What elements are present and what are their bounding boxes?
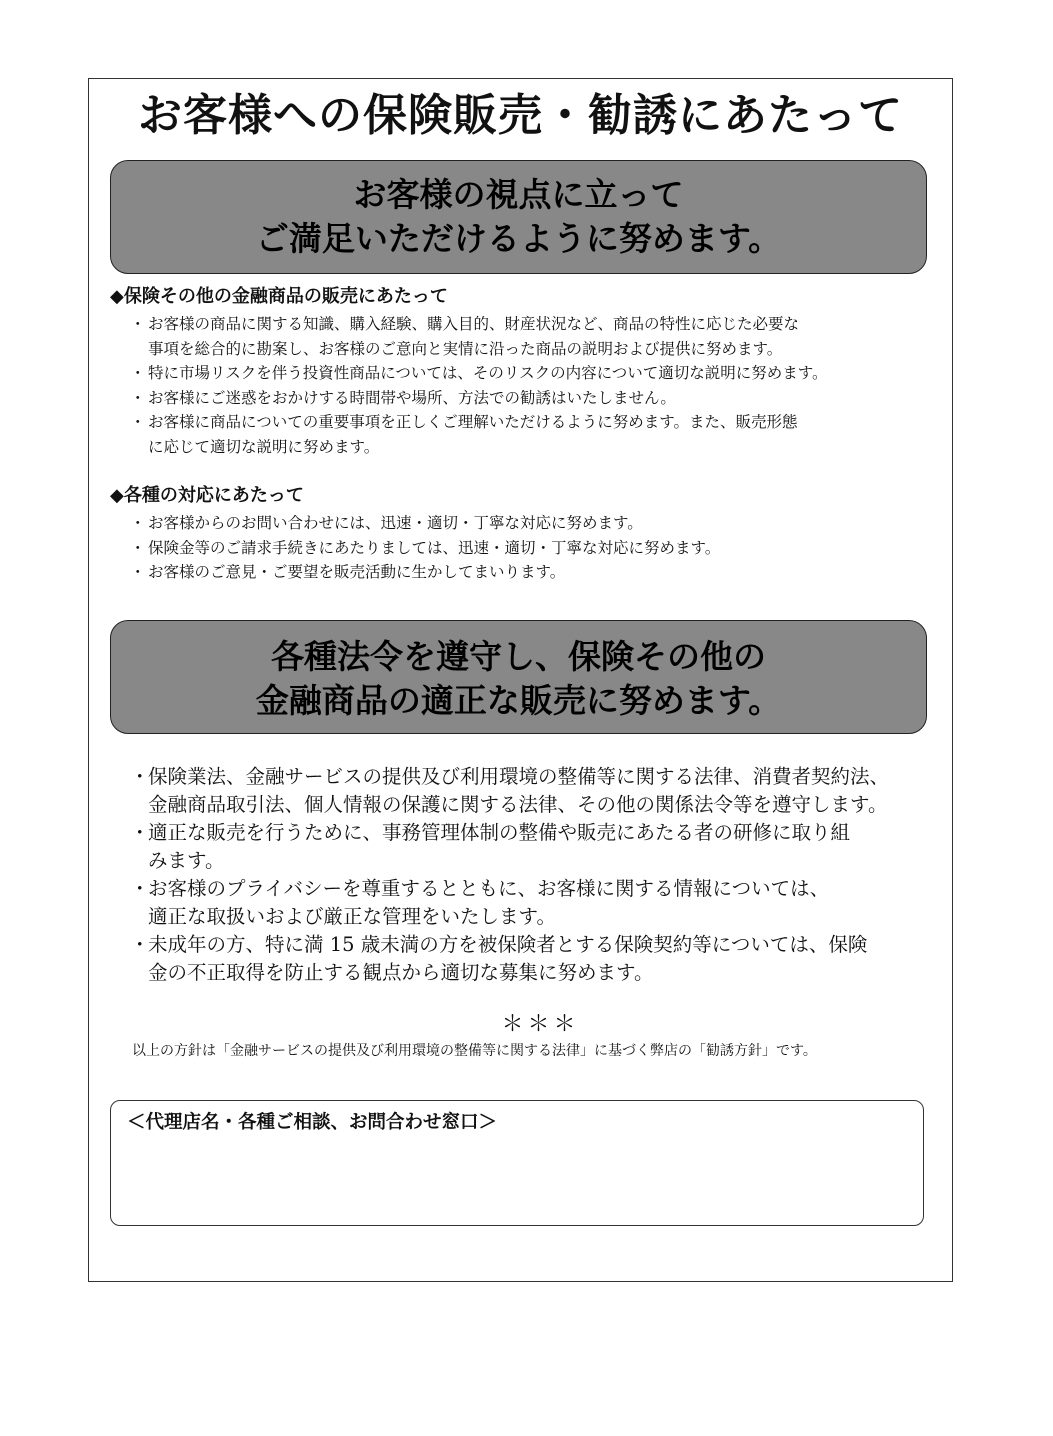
separator-stars: ＊＊＊ <box>501 1012 580 1037</box>
bullet-mark: ・ <box>130 538 146 557</box>
contact-box-label: ＜代理店名・各種ご相談、お問合わせ窓口＞ <box>127 1112 498 1133</box>
list-item <box>130 819 945 875</box>
bullet-mark: ・ <box>130 315 146 333</box>
list-item <box>130 410 945 459</box>
list-item-text: お客様からのお問い合わせには、迅速・適切・丁寧な対応に努めます。 <box>148 514 643 532</box>
list-item <box>130 312 945 361</box>
list-item-text: 特に市場リスクを伴う投資性商品については、そのリスクの内容について適切な説明に努めます。 <box>148 364 828 382</box>
bullet-mark: ・ <box>130 413 146 431</box>
list-item <box>130 361 945 386</box>
compliance-list <box>130 763 945 987</box>
agency-contact-box <box>110 1100 924 1226</box>
bullet-mark: ・ <box>130 563 146 581</box>
sales-policy-list <box>130 312 945 459</box>
page-title: お客様への保険販売・勧誘にあたって <box>138 90 903 141</box>
list-item-text: 保険業法、金融サービスの提供及び利用環境の整備等に関する法律、消費者契約法、 金融商品取引法、個人情報の保護に関する法律、その他の関係法令等を遵守します。 <box>148 765 890 816</box>
banner-line: ご満足いただけるように努めます。 <box>255 219 782 258</box>
list-item-text: お客様のプライバシーを尊重するとともに、お客様に関する情報については、 適正な取扱いおよび厳正な管理をいたします。 <box>148 877 830 928</box>
list-item <box>130 511 945 536</box>
list-item <box>130 763 945 819</box>
list-item <box>130 560 945 585</box>
list-item <box>130 536 945 561</box>
list-item-text: 適正な販売を行うために、事務管理体制の整備や販売にあたる者の研修に取り組 みます。 <box>148 821 851 872</box>
list-item-text: お客様のご意見・ご要望を販売活動に生かしてまいります。 <box>148 563 566 581</box>
banner-legal-compliance <box>110 620 927 734</box>
policy-footnote: 以上の方針は「金融サービスの提供及び利用環境の整備等に関する法律」に基づく弊店の「勧誘方針」です。 <box>132 1043 817 1059</box>
banner-line: 各種法令を遵守し、保険その他の <box>271 637 766 676</box>
bullet-mark: ・ <box>130 933 150 956</box>
response-policy-list <box>130 511 945 585</box>
list-item <box>130 931 945 987</box>
section-heading-sales: ◆保険その他の金融商品の販売にあたって <box>110 286 448 307</box>
bullet-mark: ・ <box>130 821 150 844</box>
bullet-mark: ・ <box>130 388 146 407</box>
list-item-text: お客様の商品に関する知識、購入経験、購入目的、財産状況など、商品の特性に応じた必要な 事項を総合的に勘案し、お客様のご意向と実情に沿った商品の説明および提供に努めます。 <box>148 315 800 358</box>
bullet-mark: ・ <box>130 514 146 532</box>
bullet-mark: ・ <box>130 364 146 382</box>
bullet-mark: ・ <box>130 877 150 900</box>
list-item-text: 保険金等のご請求手続きにあたりましては、迅速・適切・丁寧な対応に努めます。 <box>148 538 721 557</box>
list-item-text: お客様にご迷惑をおかけする時間帯や場所、方法での勧誘はいたしません。 <box>148 388 676 407</box>
banner-customer-perspective <box>110 160 927 274</box>
list-item <box>130 386 945 411</box>
section-heading-response: ◆各種の対応にあたって <box>110 485 304 506</box>
banner-line: お客様の視点に立って <box>353 175 684 214</box>
banner-line: 金融商品の適正な販売に努めます。 <box>255 681 782 720</box>
list-item-text: 未成年の方、特に満 15 歳未満の方を被保険者とする保険契約等については、保険 金の不正取得を防止する観点から適切な募集に努めます。 <box>148 933 868 984</box>
list-item <box>130 875 945 931</box>
list-item-text: お客様に商品についての重要事項を正しくご理解いただけるように努めます。また、販売形態 に応じて適切な説明に努めます。 <box>148 413 798 456</box>
bullet-mark: ・ <box>130 765 150 788</box>
